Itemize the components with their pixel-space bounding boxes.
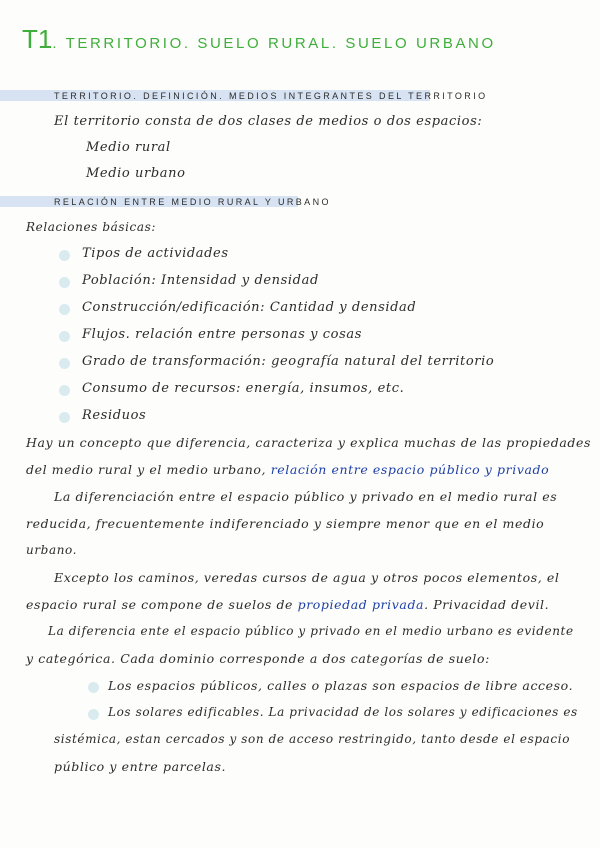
page-title <box>22 24 496 55</box>
list-item: Construcción/edificación: Cantidad y densidad <box>82 300 417 315</box>
title-number: T1 <box>22 24 53 54</box>
paragraph-line: sistémica, estan cercados y son de acceso restringido, tanto desde el espacio <box>54 732 571 746</box>
paragraph-line: y categórica. Cada dominio corresponde a dos categorías de suelo: <box>26 651 490 666</box>
bullet-dot <box>88 709 99 720</box>
section-heading-territorio: TERRITORIO. DEFINICIÓN. MEDIOS INTEGRANTES DEL TERRITORIO <box>54 91 488 101</box>
bullet-dot <box>88 682 99 693</box>
paragraph-text: del medio rural y el medio urbano, <box>26 462 271 477</box>
list-item: Consumo de recursos: energía, insumos, etc. <box>82 381 405 396</box>
paragraph-line <box>26 462 549 477</box>
bullet-dot <box>59 385 70 396</box>
list-item: Medio rural <box>86 140 171 155</box>
highlight-text: propiedad privada <box>297 597 425 612</box>
paragraph-text: espacio rural se compone de suelos de <box>26 597 298 612</box>
section-heading-relacion: RELACIÓN ENTRE MEDIO RURAL Y URBANO <box>54 197 331 207</box>
list-item: Población: Intensidad y densidad <box>82 273 319 288</box>
paragraph-line: público y entre parcelas. <box>54 759 227 774</box>
paragraph-line: reducida, frecuentemente indiferenciado y siempre menor que en el medio <box>26 516 545 531</box>
bullet-dot <box>59 304 70 315</box>
highlight-text: relación entre espacio público y privado <box>270 462 550 477</box>
title-text: . TERRITORIO. SUELO RURAL. SUELO URBANO <box>52 35 496 52</box>
paragraph-line: La diferenciación entre el espacio público y privado en el medio rural es <box>54 489 558 504</box>
section1-intro: El territorio consta de dos clases de medios o dos espacios: <box>54 114 483 129</box>
list-item: Residuos <box>82 408 147 423</box>
paragraph-line: urbano. <box>26 543 78 557</box>
paragraph-text: . Privacidad devil. <box>424 597 550 612</box>
list-item: Medio urbano <box>86 166 186 181</box>
bullet-dot <box>59 412 70 423</box>
bullet-dot <box>59 250 70 261</box>
bullet-dot <box>59 277 70 288</box>
bullet-dot <box>59 331 70 342</box>
list-item: Los solares edificables. La privacidad de los solares y edificaciones es <box>108 705 578 719</box>
paragraph-line: Hay un concepto que diferencia, caracteriza y explica muchas de las propiedades <box>26 435 591 450</box>
list-item: Flujos. relación entre personas y cosas <box>82 327 362 342</box>
list-item: Grado de transformación: geografía natural del territorio <box>82 354 495 369</box>
paragraph-line: La diferencia ente el espacio público y privado en el medio urbano es evidente <box>48 624 574 638</box>
list-item: Los espacios públicos, calles o plazas son espacios de libre acceso. <box>108 678 574 693</box>
paragraph-line <box>26 597 549 612</box>
bullet-dot <box>59 358 70 369</box>
relations-label: Relaciones básicas: <box>26 220 157 234</box>
list-item: Tipos de actividades <box>82 246 229 261</box>
paragraph-line: Excepto los caminos, veredas cursos de agua y otros pocos elementos, el <box>54 570 560 585</box>
